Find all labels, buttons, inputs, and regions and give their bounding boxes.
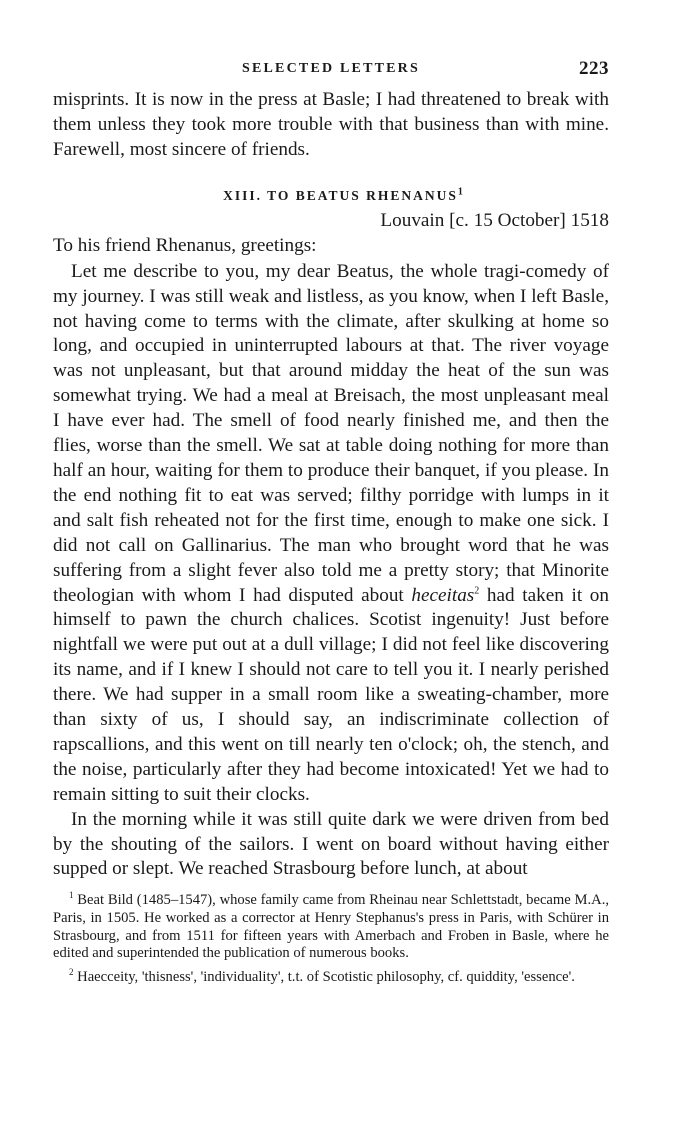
footnote-ref-1: 1 [457, 186, 463, 198]
page-number: 223 [579, 58, 609, 79]
dateline: Louvain [c. 15 October] 1518 [380, 209, 609, 231]
continuation-paragraph: misprints. It is now in the press at Basle; I had threatened to break with them unless they took more trouble with that business than with mine. Farewell, most sincere of friends. [53, 89, 609, 160]
footnote-ref-2: 2 [474, 585, 480, 597]
letter-paragraph-1 [53, 260, 609, 808]
footnote-1-mark: 1 [69, 890, 74, 901]
paragraph-1-text-b: had taken it on himself to pawn the church chalices. Scotist ingenuity! Just before nightfall we were put out at a dull village; I did not feel like discovering its name, and if I knew I should not care to tell you it. I nearly perished there. We had supper in a small room like a sweating-chamber, more than sixty of us, I should say, an indiscriminate collection of rapscallions, and this went on till nearly ten o'clock; oh, the stench, and the noise, particularly after they had become intoxicated! Yet we had to remain sitting to suit their clocks. [53, 584, 609, 805]
letter-heading [53, 188, 609, 204]
heceitas-term: heceitas [411, 584, 475, 606]
footnote-2-text: Haecceity, 'thisness', 'individuality', t.t. of Scotistic philosophy, cf. quiddity, 'essence'. [77, 968, 575, 985]
running-title: SELECTED LETTERS [242, 61, 420, 76]
footnotes [53, 892, 609, 986]
footnote-1 [53, 892, 609, 962]
footnote-1-text: Beat Bild (1485–1547), whose family came from Rheinau near Schlettstadt, became M.A., Paris, in 1505. He worked as a corrector at Henry Stephanus's press in Paris, with Schürer in Strasbourg, and from 1511 for fifteen years with Amerbach and Froben in Basle, where he edited and superintended the publication of numerous books. [53, 892, 609, 962]
letter-paragraph-2: In the morning while it was still quite dark we were driven from bed by the shouting of the sailors. I went on board without having either supped or slept. We reached Strasbourg before lunch, at about [53, 808, 609, 880]
running-head [53, 58, 609, 84]
footnote-2-mark: 2 [69, 966, 74, 977]
footnote-2 [53, 966, 609, 987]
letter-heading-text: XIII. TO BEATUS RHENANUS [223, 187, 458, 203]
book-page [53, 58, 609, 992]
paragraph-1-text-a: Let me describe to you, my dear Beatus, the whole tragi-comedy of my journey. I was still weak and listless, as you know, when I left Basle, not having come to terms with the climate, after skulking at home so long, and occupied in uninterrupted labours at that. The river voyage was not unpleasant, but that around midday the heat of the sun was somewhat trying. We had a meal at Breisach, the most unpleasant meal I have ever had. The smell of food nearly finished me, and then the flies, worse than the smell. We sat at table doing nothing for more than half an hour, waiting for them to produce their banquet, if you please. In the end nothing fit to eat was served; filthy porridge with lumps in it and salt fish reheated not for the first time, enough to make one sick. I did not call on Gallinarius. The man who brought word that he was suffering from a slight fever also told me a pretty story; that Minorite theologian with whom I had disputed about [53, 260, 609, 606]
salutation: To his friend Rhenanus, greetings: [53, 234, 317, 256]
